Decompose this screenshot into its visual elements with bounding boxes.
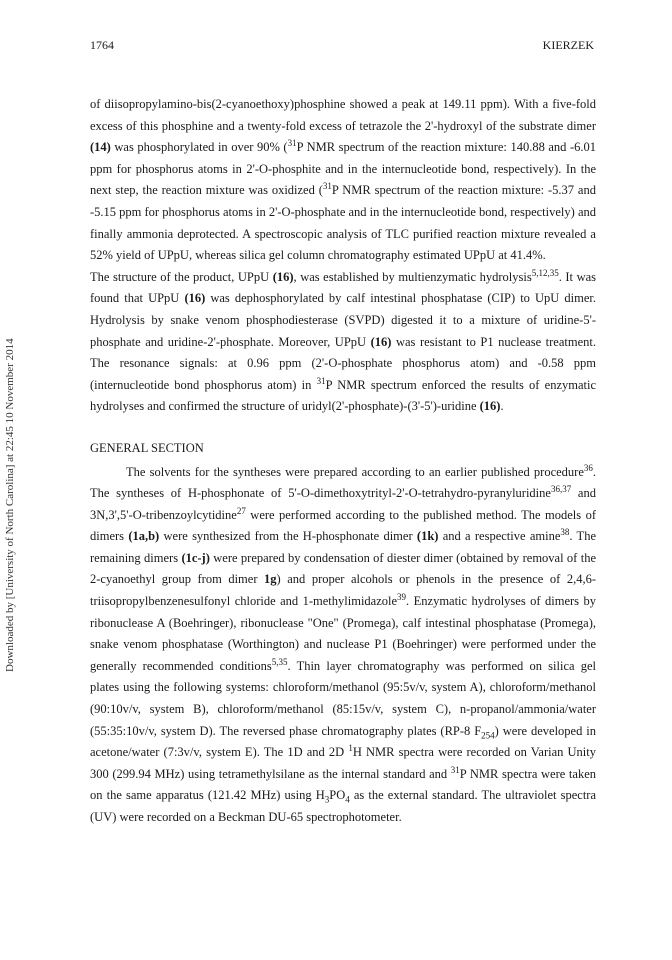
citation: 38	[560, 527, 570, 538]
citation: 27	[236, 505, 246, 516]
citation: 5,12,35	[531, 267, 559, 278]
compound-ref: (1a,b)	[128, 529, 160, 544]
running-head: KIERZEK	[542, 38, 594, 52]
citation: 36	[583, 462, 593, 473]
compound-ref: (1c-j)	[181, 550, 210, 565]
compound-ref: (16)	[370, 334, 392, 349]
citation: 39	[397, 591, 407, 602]
compound-ref: (16)	[184, 291, 206, 306]
download-notice-text: Downloaded by [University of North Carolina] at 22:45 10 November 2014	[4, 338, 16, 672]
compound-ref: (16)	[479, 399, 501, 414]
citation: 5,35	[271, 656, 288, 667]
compound-ref: (14)	[90, 140, 111, 155]
page-header	[90, 38, 594, 53]
paragraph-general: The solvents for the syntheses were prepared according to an earlier published procedure$^{36}$. The syntheses of H-phosphonate of 5'-O-dimethoxytrityl-2'-O-tetrahydro-pyranyluridine$^{36,37}$ and 3N,3',5'-O-tribenzoylcytidine$^{27}$ were performed according to the published method. The models of dimers (1a,b) were synthesized from the H-phosphonate dimer (1k) and a respective amine$^{38}$. The remaining dimers (1c-j) were prepared by condensation of diester dimer (obtained by removal of the 2-cyanoethyl group from dimer 1g) and proper alcohols or phenols in the presence of 2,4,6-triisopropylbenzenesulfonyl chloride and 1-methylimidazole$^{39}$. Enzymatic hydrolyses of dimers by ribonuclease A (Boehringer), ribonuclease "One" (Promega), calf intestinal phosphatase (Promega), snake venom phosphatase (Worthington) and nuclease P1 (Boehringer) were performed under the generally recommended conditions$^{5,35}$. Thin layer chromatography was performed on silica gel plates using the following systems: chloroform/methanol (95:5v/v, system A), chloroform/methanol (90:10v/v, system B), chloroform/methanol (85:15v/v, system C), n-propanol/ammonia/water (55:35:10v/v, system D). The reversed phase chromatography plates (RP-8 $F_{254}$) were developed in acetone/water (7:3v/v, system E). The 1D and 2D $^1$H NMR spectra were recorded on Varian Unity 300 (299.94 MHz) using tetramethylsilane as the internal standard and $^{31}$P NMR spectra were taken on the same apparatus (121.42 MHz) using $H_3PO_4$ as the external standard. The ultraviolet spectra (UV) were recorded on a Beckman DU-65 spectrophotometer.	[90, 462, 597, 824]
section-title: GENERAL SECTION	[90, 440, 204, 455]
citation: 36,37	[550, 483, 572, 494]
paragraph-phosphorylation: of diisopropylamino-bis(2-cyanoethoxy)phosphine showed a peak at 149.11 ppm). With a five-fold excess of this phosphine and a twenty-fold excess of tetrazole the 2'-hydroxyl of the substrate dimer (14) was phosphorylated in over 90% ($^{31}$P NMR spectrum of the reaction mixture: 140.88 and -6.01 ppm for phosphorus atoms in 2'-O-phosphite and in the internucleotide bond, respectively). In the next step, the reaction mixture was oxidized ($^{31}$P NMR spectrum of the reaction mixture: -5.37 and -5.15 ppm for phosphorus atoms in 2'-O-phosphate and in the internucleotide bond, respectively) and finally ammonia deprotected. A spectroscopic analysis of TLC purified reaction mixture revealed a 52% yield of UPpU, whereas silica gel column chromatography estimated UPpU at 41.4%.	[90, 97, 596, 263]
compound-ref: (16)	[272, 269, 294, 284]
compound-ref: 1g	[264, 572, 277, 587]
article-body	[90, 94, 596, 829]
paragraph-structure: The structure of the product, UPpU (16), was established by multienzymatic hydrolysis$^{5,12,35}$. It was found that UPpU (16) was dephosphorylated by calf intestinal phosphatase (CIP) to UpU dimer. Hydrolysis by snake venom phosphodiesterase (SVPD) digested it to a mixture of uridine-5'-phosphate and uridine-2'-phosphate. Moreover, UPpU (16) was resistant to P1 nuclease treatment. The resonance signals: at 0.96 ppm (2'-O-phosphate phosphorus atom) and -0.58 ppm (internucleotide bond phosphorus atom) in $^{31}$P NMR spectrum enforced the results of enzymatic hydrolyses and confirmed the structure of uridyl(2'-phosphate)-(3'-5')-uridine (16).	[90, 267, 597, 414]
compound-ref: (1k)	[416, 529, 439, 544]
page-number: 1764	[90, 38, 114, 52]
